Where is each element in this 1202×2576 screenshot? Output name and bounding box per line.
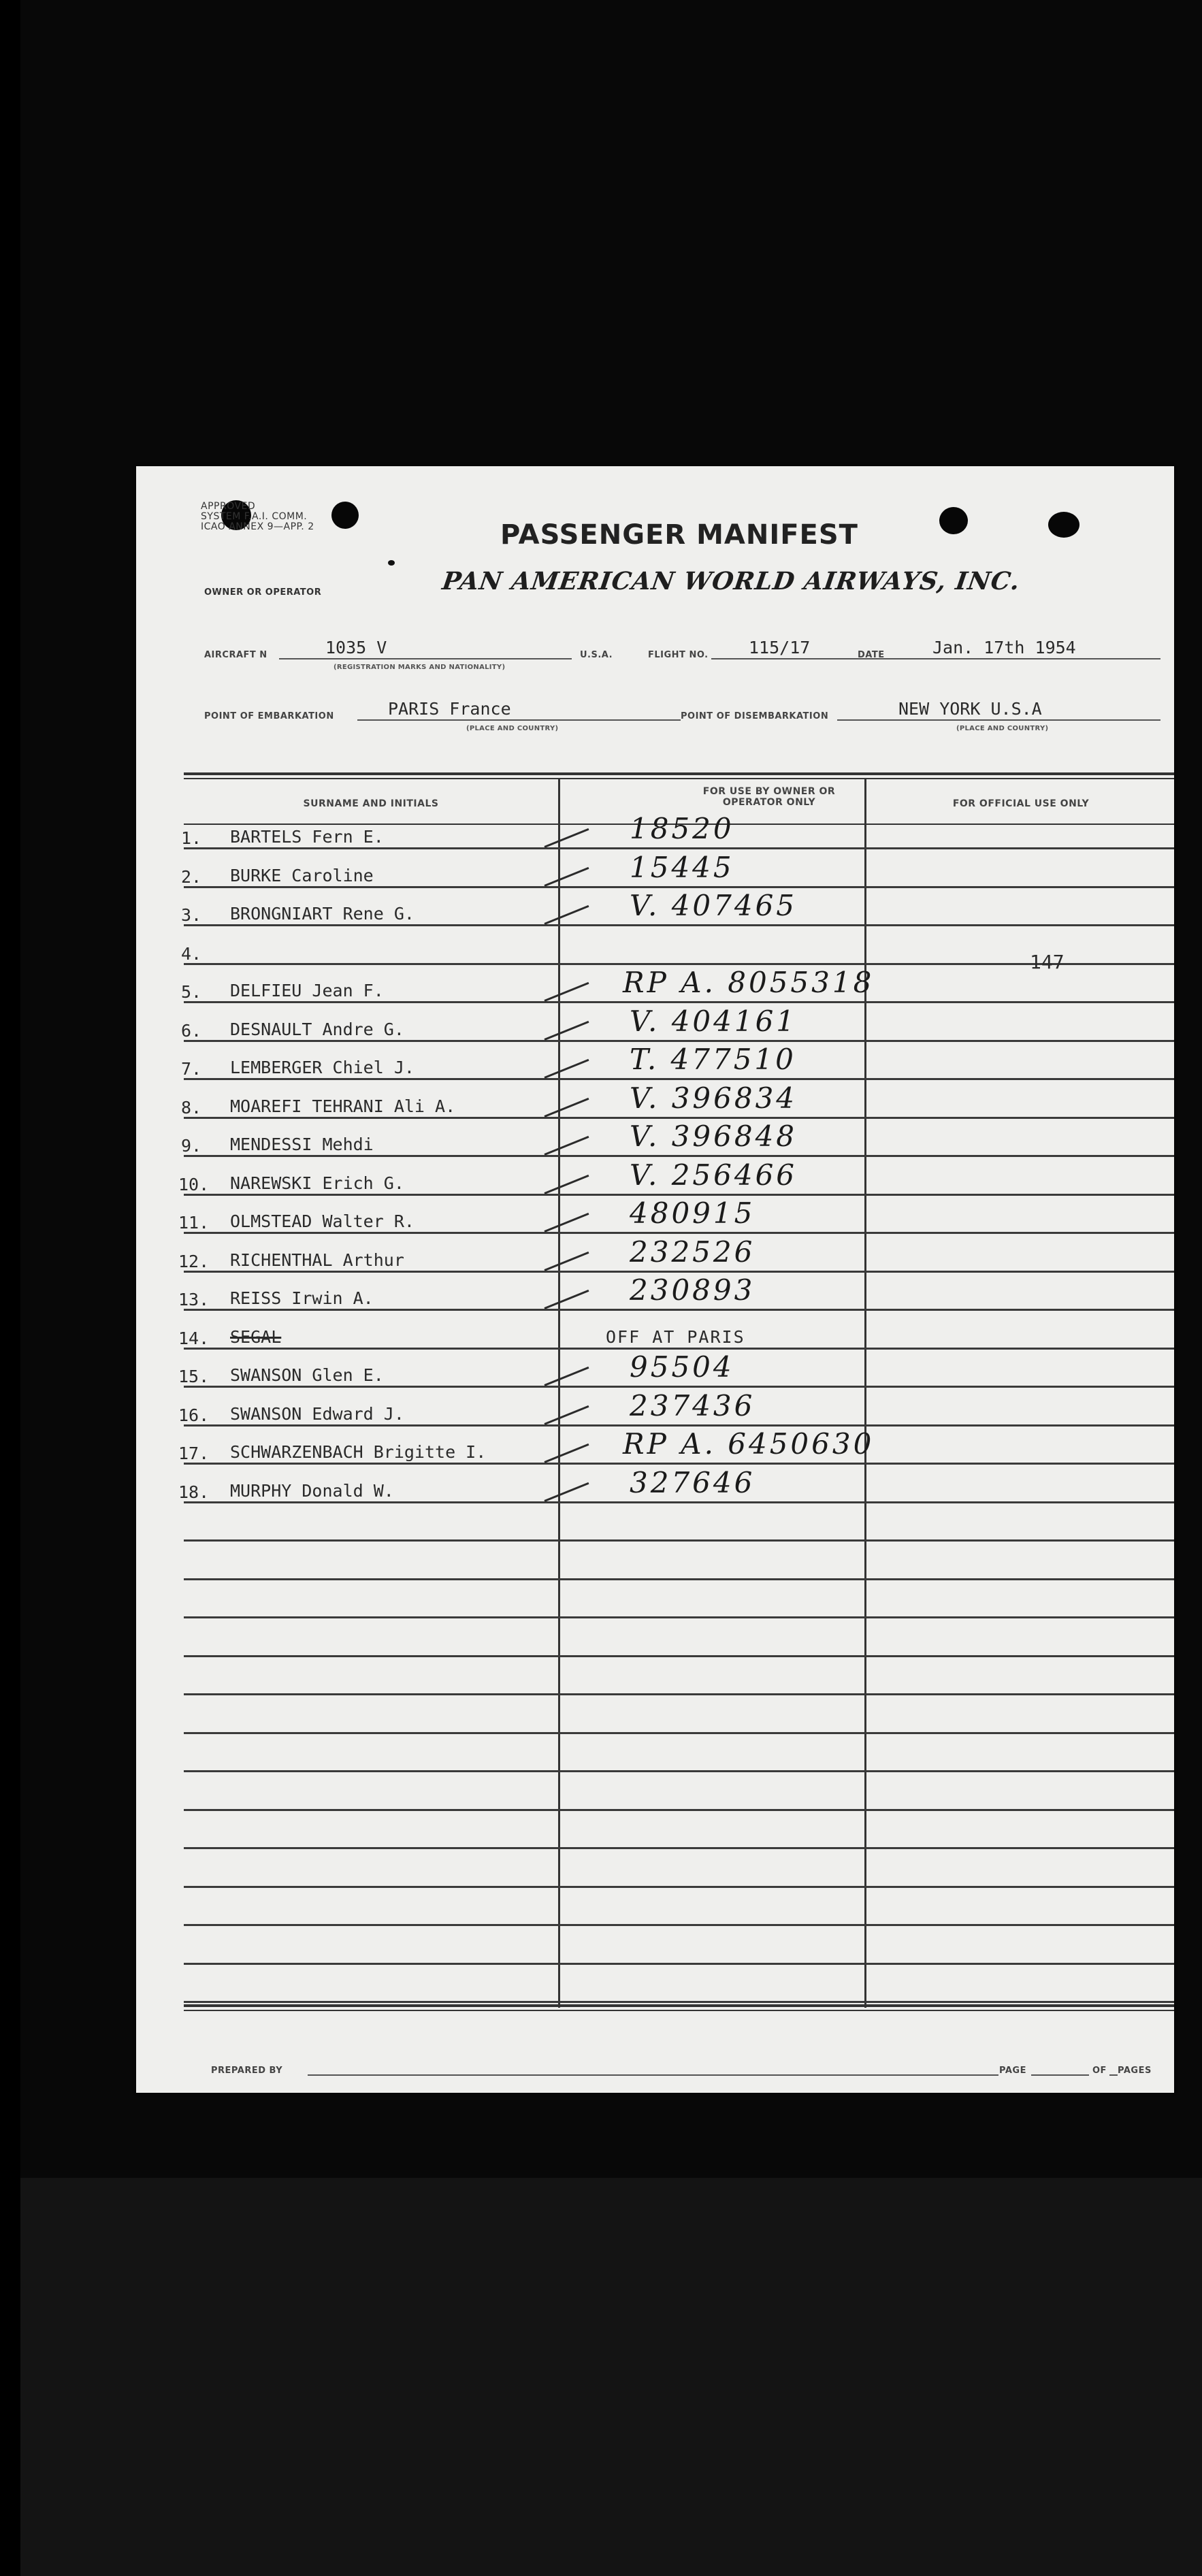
date-value: Jan. 17th 1954 bbox=[932, 638, 1076, 657]
page-label: PAGE bbox=[999, 2066, 1026, 2076]
check-tick bbox=[544, 1059, 589, 1079]
page-line bbox=[1031, 2074, 1089, 2076]
owner-label: OWNER OR OPERATOR bbox=[204, 587, 322, 598]
check-tick bbox=[544, 1098, 589, 1118]
table-row-line bbox=[184, 1271, 1174, 1273]
approval-line: APPROVED bbox=[201, 501, 256, 512]
passenger-name: SWANSON Glen E. bbox=[230, 1365, 384, 1385]
passenger-name: OLMSTEAD Walter R. bbox=[230, 1211, 415, 1231]
table-row-line bbox=[184, 1040, 1174, 1042]
check-tick bbox=[544, 1175, 589, 1194]
row-number: 17. bbox=[178, 1444, 210, 1463]
date-line bbox=[892, 658, 1160, 659]
passport-number: RP A. 6450630 bbox=[623, 1427, 875, 1461]
row-number: 14. bbox=[178, 1328, 210, 1348]
approval-line: ICAO ANNEX 9—APP. 2 bbox=[201, 521, 314, 532]
passenger-name: RICHENTHAL Arthur bbox=[230, 1250, 404, 1270]
row-number: 4. bbox=[181, 944, 202, 964]
check-tick bbox=[544, 982, 589, 1002]
row-number: 5. bbox=[181, 982, 202, 1002]
row-number: 16. bbox=[178, 1405, 210, 1425]
passenger-name: BRONGNIART Rene G. bbox=[230, 904, 415, 924]
passenger-name: MENDESSI Mehdi bbox=[230, 1135, 374, 1154]
flight-value: 115/17 bbox=[749, 638, 811, 657]
aircraft-value: 1035 V bbox=[325, 638, 387, 657]
table-row-line bbox=[184, 1655, 1174, 1657]
aircraft-line bbox=[279, 658, 572, 659]
table-row-line bbox=[184, 1194, 1174, 1196]
disembark-label: POINT OF DISEMBARKATION bbox=[681, 711, 829, 721]
passport-number: V. 404161 bbox=[630, 1005, 798, 1038]
col-header-owner: FOR USE BY OWNER OR OPERATOR ONLY bbox=[702, 786, 836, 808]
passport-number: 15445 bbox=[630, 851, 734, 884]
passenger-name: SEGAL bbox=[230, 1327, 282, 1347]
embark-value: PARIS France bbox=[388, 699, 511, 719]
check-tick bbox=[544, 1482, 589, 1502]
passport-number: V. 407465 bbox=[630, 889, 798, 922]
page-title: PASSENGER MANIFEST bbox=[500, 519, 858, 551]
passenger-name: BURKE Caroline bbox=[230, 866, 374, 885]
passenger-name: SCHWARZENBACH Brigitte I. bbox=[230, 1442, 487, 1462]
col-header-surname: SURNAME AND INITIALS bbox=[303, 798, 439, 809]
passport-number: 327646 bbox=[630, 1466, 756, 1499]
row-number: 6. bbox=[181, 1021, 202, 1041]
row-number: 7. bbox=[181, 1059, 202, 1079]
check-tick bbox=[544, 1367, 589, 1386]
passport-number: 230893 bbox=[630, 1273, 756, 1307]
table-row-line bbox=[184, 2001, 1174, 2003]
punch-hole bbox=[939, 507, 968, 534]
manifest-sheet bbox=[136, 466, 1174, 2093]
date-label: DATE bbox=[858, 650, 885, 660]
passport-number: V. 396834 bbox=[630, 1081, 798, 1115]
table-row-line bbox=[184, 963, 1174, 965]
disembark-sub: (PLACE AND COUNTRY) bbox=[956, 725, 1049, 732]
passport-number: V. 256466 bbox=[630, 1158, 798, 1192]
passport-number: RP A. 8055318 bbox=[623, 966, 875, 999]
check-tick bbox=[544, 1021, 589, 1041]
punch-hole bbox=[331, 502, 359, 529]
check-tick bbox=[544, 1444, 589, 1463]
pages-label: PAGES bbox=[1118, 2066, 1152, 2076]
table-row-line bbox=[184, 1386, 1174, 1388]
ink-speck bbox=[388, 560, 395, 566]
table-bottom-rule bbox=[184, 2010, 1174, 2011]
table-top-rule bbox=[184, 772, 1174, 775]
row-number: 10. bbox=[178, 1175, 210, 1194]
passenger-name: MOAREFI TEHRANI Ali A. bbox=[230, 1096, 456, 1116]
row-number: 3. bbox=[181, 905, 202, 925]
registration-sub: (REGISTRATION MARKS AND NATIONALITY) bbox=[334, 664, 506, 671]
passenger-name: MURPHY Donald W. bbox=[230, 1481, 394, 1501]
punch-hole bbox=[1048, 512, 1079, 538]
embark-label: POINT OF EMBARKATION bbox=[204, 711, 334, 721]
passenger-name: DESNAULT Andre G. bbox=[230, 1020, 404, 1039]
table-row-line bbox=[184, 1963, 1174, 1965]
nationality-label: U.S.A. bbox=[580, 650, 613, 660]
passenger-name: BARTELS Fern E. bbox=[230, 827, 384, 847]
check-tick bbox=[544, 1136, 589, 1156]
table-row-line bbox=[184, 1616, 1174, 1618]
table-row-line bbox=[184, 1732, 1174, 1734]
table-row-line bbox=[184, 1117, 1174, 1119]
operator-name: PAN AMERICAN WORLD AIRWAYS, INC. bbox=[440, 567, 1022, 596]
scan-background bbox=[20, 2178, 1202, 2576]
passenger-name: NAREWSKI Erich G. bbox=[230, 1173, 404, 1193]
embark-sub: (PLACE AND COUNTRY) bbox=[466, 725, 559, 732]
passenger-name: REISS Irwin A. bbox=[230, 1288, 374, 1308]
aircraft-label: AIRCRAFT N bbox=[204, 650, 267, 660]
table-row-line bbox=[184, 1001, 1174, 1003]
passport-number: 95504 bbox=[630, 1350, 734, 1384]
of-label: OF bbox=[1092, 2066, 1107, 2076]
table-top-rule bbox=[184, 778, 1174, 779]
disembark-line bbox=[837, 719, 1160, 721]
check-tick bbox=[544, 1405, 589, 1425]
disembark-value: NEW YORK U.S.A bbox=[898, 699, 1042, 719]
col-header-official: FOR OFFICIAL USE ONLY bbox=[952, 798, 1090, 809]
passport-number: 18520 bbox=[630, 812, 734, 845]
row-number: 18. bbox=[178, 1482, 210, 1502]
passenger-name: LEMBERGER Chiel J. bbox=[230, 1058, 415, 1077]
row-number: 2. bbox=[181, 867, 202, 887]
row-number: 13. bbox=[178, 1290, 210, 1309]
approval-line: SYSTEM F.A.I. COMM. bbox=[201, 511, 308, 522]
check-tick bbox=[544, 1213, 589, 1233]
passport-number: T. 477510 bbox=[630, 1043, 796, 1076]
passenger-name: DELFIEU Jean F. bbox=[230, 981, 384, 1000]
table-row-line bbox=[184, 1578, 1174, 1580]
check-tick bbox=[544, 1252, 589, 1271]
row-number: 9. bbox=[181, 1136, 202, 1156]
check-tick bbox=[544, 867, 589, 887]
approval-block bbox=[201, 502, 314, 532]
table-bottom-rule bbox=[184, 2004, 1174, 2007]
table-row-line bbox=[184, 1463, 1174, 1465]
table-row-line bbox=[184, 886, 1174, 888]
passport-number: 480915 bbox=[630, 1196, 756, 1230]
table-row-line bbox=[184, 1501, 1174, 1503]
check-tick bbox=[544, 1290, 589, 1309]
table-row-line bbox=[184, 1924, 1174, 1926]
table-row-line bbox=[184, 1232, 1174, 1234]
scan-border bbox=[0, 0, 20, 2576]
table-row-line bbox=[184, 1348, 1174, 1350]
embark-line bbox=[357, 719, 681, 721]
row-number: 12. bbox=[178, 1252, 210, 1271]
prepared-label: PREPARED BY bbox=[211, 2066, 283, 2076]
check-tick bbox=[544, 828, 589, 848]
table-row-line bbox=[184, 1847, 1174, 1849]
table-row-line bbox=[184, 1424, 1174, 1426]
passport-number: 232526 bbox=[630, 1235, 756, 1269]
table-row-line bbox=[184, 924, 1174, 926]
table-row-line bbox=[184, 1693, 1174, 1695]
passport-number: OFF AT PARIS bbox=[606, 1327, 745, 1347]
check-tick bbox=[544, 905, 589, 925]
table-row-line bbox=[184, 847, 1174, 849]
table-row-line bbox=[184, 1309, 1174, 1311]
passenger-name: SWANSON Edward J. bbox=[230, 1404, 404, 1424]
table-row-line bbox=[184, 1770, 1174, 1772]
official-mark: 147 bbox=[1030, 951, 1065, 973]
row-number: 11. bbox=[178, 1213, 210, 1233]
prepared-line bbox=[308, 2074, 998, 2076]
table-row-line bbox=[184, 1809, 1174, 1811]
passport-number: V. 396848 bbox=[630, 1120, 798, 1153]
table-row-line bbox=[184, 1886, 1174, 1888]
table-row-line bbox=[184, 1155, 1174, 1157]
row-number: 15. bbox=[178, 1367, 210, 1386]
row-number: 8. bbox=[181, 1098, 202, 1118]
passport-number: 237436 bbox=[630, 1389, 756, 1422]
row-number: 1. bbox=[181, 828, 202, 848]
table-row-line bbox=[184, 1539, 1174, 1542]
flight-label: FLIGHT NO. bbox=[648, 650, 709, 660]
table-row-line bbox=[184, 1078, 1174, 1080]
